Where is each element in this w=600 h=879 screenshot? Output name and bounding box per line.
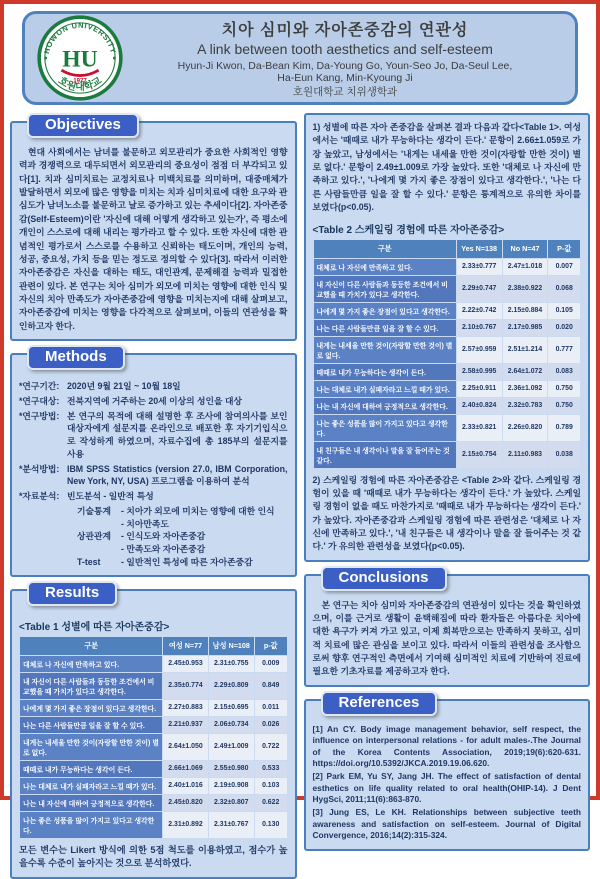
method-item	[19, 380, 288, 393]
table-header-row	[314, 240, 581, 258]
value-cell: 2.11±0.983	[503, 442, 548, 468]
value-cell: 2.22±0.742	[457, 303, 502, 319]
table-row	[20, 673, 287, 699]
value-cell: 0.777	[548, 337, 580, 363]
value-cell: 2.45±0.953	[163, 656, 207, 672]
value-cell: 2.31±0.767	[209, 812, 254, 838]
findings-paragraph-2: 2) 스케일링 경험에 따른 자아존중감은 <Table 2>와 같다. 스케일링 경험이 있을 때 '때때로 내가 무능하다는 생각이 든다.' 가 높았다. 스케일링 경험이 없을 때도 마찬가지로 '때때로 내가 무능하다는 생각이 든다.' 가 높았다. 자아존중감과 스케일링 경험에 따른 관련성은 '대체로 나 자신에 만족하고 있다.', '내 친구들은 내 생각이나 말을 잘 들어주는 것 같다.' 가 유의한 관련성을 보였다(p<0.05).	[312, 474, 581, 552]
method-item	[19, 490, 288, 503]
table-row	[20, 761, 287, 777]
value-cell: 0.622	[255, 795, 287, 811]
value-cell: 2.47±1.018	[503, 259, 548, 275]
method-sub-item	[77, 543, 288, 556]
value-cell: 2.26±0.820	[503, 415, 548, 441]
reference-item-1: [1] An CY. Body image management behavior, self respect, the influence on interpersonal relations - for adult males-.The Journal of the Korea Contents Association, 2019;19(6):620-631. https://doi.org/10.5392/JKCA.2019.19.06.620.	[312, 723, 581, 768]
value-cell: 0.533	[255, 761, 287, 777]
table-row	[314, 337, 581, 363]
table1-caption: <Table 1 성별에 따른 자아존중감>	[19, 621, 170, 633]
item-label-cell: 나는 좋은 성품을 많이 가지고 있다고 생각한다.	[314, 415, 456, 441]
item-label-cell: 내게는 내세울 만한 것이(자랑할 만한 것이) 별로 없다.	[314, 337, 456, 363]
method-label: *자료분석:	[19, 491, 60, 502]
poster-title-korean: 치아 심미와 자아존중감의 연관성	[221, 22, 469, 39]
method-sub-label: 상관관계	[77, 531, 111, 542]
item-label-cell: 나는 대체로 내가 실패자라고 느낄 때가 있다.	[314, 381, 456, 397]
value-cell: 0.105	[548, 303, 580, 319]
value-cell: 2.33±0.777	[457, 259, 502, 275]
poster-title-english: A link between tooth aesthetics and self-esteem	[197, 41, 493, 57]
value-cell: 2.29±0.747	[457, 276, 502, 302]
method-label: *연구방법:	[19, 410, 60, 421]
item-label-cell: 대체로 나 자신에 만족하고 있다.	[20, 656, 162, 672]
value-cell: 2.15±0.695	[209, 700, 254, 716]
table-row	[20, 778, 287, 794]
method-item	[19, 410, 288, 461]
university-seal-icon	[37, 15, 123, 101]
table2-caption: <Table 2 스케일링 경험에 따른 자아존중감>	[312, 224, 505, 236]
table-row	[314, 415, 581, 441]
value-cell: 2.35±0.774	[163, 673, 207, 699]
findings-paragraph-1: 1) 성별에 따른 자아 존중감을 살펴본 결과 다음과 같다<Table 1>. 여성에서는 '때때로 내가 무능하다는 생각이 든다.' 문항이 2.66±1.059로 가장 높았고, 남성에서는 '내게는 내세울 만한 것이(자랑할 만한 것이) 별로 없다.' 문항이 2.49±1.009로 가장 높았다. 또한 '대체로 나 자신에 만족하고 있다.', '나에게 몇 가지 좋은 장점이 있다고 생각한다.', '나는 다른 사람들만큼 일을 잘 할 수 있다.' 문항은 통계적으로 유의한 차이를 보였다(p<0.05).	[312, 122, 581, 213]
references-heading: References	[321, 691, 438, 716]
table-row	[20, 795, 287, 811]
item-label-cell: 나는 다른 사람들만큼 일을 잘 할 수 있다.	[314, 320, 456, 336]
item-label-cell: 때때로 내가 무능하다는 생각이 든다.	[314, 364, 456, 380]
objectives-body: 현대 사회에서는 남녀를 불문하고 외모관리가 중요한 사회적인 영향력과 경쟁력으로 대두되면서 외모관리의 중요성이 점점 더 부각되고 있다[1]. 치과 심미치료는 교정치료나 미백치료를 의미하며, 대중매체가 발달하면서 외모에 많은 영향을 미치는 치과 심미치료에 대한 요구와 관심도가 남녀노소를 불문하고 날로 증가하고 있는 추세이다[2]. 자아존중감(Self-Esteem)이란 '자신에 대해 어떻게 생각하고 있는가', 즉 평소에 개인이 스스로에 대해 내리는 평가라고 할 수 있다. 또한 자신에 대한 관념적인 평가로서 스스로를 수용하고 신뢰하는 태도이며, 개인의 능력, 성공, 중요성, 가치 등을 믿는 정도로 정의할 수 있다[3]. 따라서 이러한 자아존중감은 자신을 대하는 태도, 대인관계, 문제해결 능력과 밀접한 관련이 있다. 본 연구는 치아 심미가 외모에 미치는 영향에 대한 인식 및 자신의 치아 만족도가 자아존중감에 영향을 미치는지에 대해 살펴보고, 자아존중감에 미치는 영향을 다각적으로 살펴보며, 이들의 연관성을 확인하고자 한다.	[19, 147, 288, 331]
item-label-cell: 나는 다른 사람들만큼 일을 잘 할 수 있다.	[20, 717, 162, 733]
reference-item-2: [2] Park EM, Yu SY, Jang JH. The effect of satisfaction of dental esthetics on life quality related to oral health(OHIP-14). J Dent HygSci, 2011;11(6):863-870.	[312, 771, 581, 804]
value-cell: 0.011	[255, 700, 287, 716]
logo-top-arc-text: HOWON UNIVERSITY	[41, 20, 119, 55]
item-label-cell: 대체로 나 자신에 만족하고 있다.	[314, 259, 456, 275]
methods-section	[10, 348, 297, 577]
item-label-cell: 나는 좋은 성품을 많이 가지고 있다고 생각한다.	[20, 812, 162, 838]
method-sub-text: - 인식도와 자아존중감	[121, 531, 206, 542]
authors-line-1: Hyun-Ji Kwon, Da-Bean Kim, Da-Young Go, Youn-Seo Jo, Da-Seul Lee,	[177, 60, 513, 72]
method-sub-item	[77, 556, 288, 569]
value-cell: 2.38±0.922	[503, 276, 548, 302]
method-text: 2020년 9월 21일 ~ 10월 18일	[67, 381, 181, 392]
table1-gender-self-esteem	[19, 636, 288, 839]
table-row	[20, 717, 287, 733]
method-sub-text: - 치아만족도	[121, 518, 169, 529]
item-label-cell: 내 친구들은 내 생각이나 말을 잘 들어주는 것 같다.	[314, 442, 456, 468]
value-cell: 0.750	[548, 381, 580, 397]
table-row	[20, 700, 287, 716]
method-label: *분석방법:	[19, 463, 60, 474]
objectives-heading: Objectives	[27, 113, 139, 138]
column-header: 여성 N=77	[163, 637, 207, 655]
method-item	[19, 463, 288, 489]
item-label-cell: 나에게 몇 가지 좋은 장점이 있다고 생각한다.	[314, 303, 456, 319]
method-sub-text: - 일반적인 특성에 따른 자아존중감	[121, 556, 253, 567]
value-cell: 2.66±1.069	[163, 761, 207, 777]
reference-item-3: [3] Jung ES, Le KH. Relationships between subjective teeth awareness and satisfaction on self-esteem. Journal of Digital Convergence, 2016;14(2):315-324.	[312, 807, 581, 840]
method-sub-item	[77, 505, 288, 518]
value-cell: 2.57±0.959	[457, 337, 502, 363]
method-sub-item	[77, 530, 288, 543]
value-cell: 2.49±1.009	[209, 734, 254, 760]
value-cell: 0.849	[255, 673, 287, 699]
value-cell: 0.009	[255, 656, 287, 672]
method-text: 본 연구의 목적에 대해 설명한 후 조사에 참여의사를 보인 대상자에게 설문지를 온라인으로 배포한 후 자기기입식으로 작성하게 하였으며, 자료수집에 총 185부의 설문지를 사용	[67, 410, 288, 459]
value-cell: 2.64±1.072	[503, 364, 548, 380]
table-row	[314, 259, 581, 275]
value-cell: 2.32±0.807	[209, 795, 254, 811]
value-cell: 2.25±0.911	[457, 381, 502, 397]
value-cell: 2.06±0.734	[209, 717, 254, 733]
value-cell: 2.15±0.884	[503, 303, 548, 319]
logo-bottom-arc-text: 호원대학교	[55, 75, 105, 94]
method-sub-label: 기술통계	[77, 505, 111, 516]
value-cell: 0.083	[548, 364, 580, 380]
value-cell: 0.750	[548, 398, 580, 414]
authors-line-2: Ha-Eun Kang, Min-Kyoung Ji	[277, 72, 413, 84]
left-column	[10, 109, 297, 879]
method-sub-text: - 치아가 외모에 미치는 영향에 대한 인식	[121, 505, 275, 516]
column-header: Yes N=138	[457, 240, 502, 258]
value-cell: 2.10±0.767	[457, 320, 502, 336]
value-cell: 0.130	[255, 812, 287, 838]
table-row	[20, 734, 287, 760]
value-cell: 0.068	[548, 276, 580, 302]
table-row	[314, 276, 581, 302]
table2-scaling-self-esteem	[313, 239, 582, 469]
value-cell: 0.789	[548, 415, 580, 441]
value-cell: 0.020	[548, 320, 580, 336]
method-sub-label: T-test	[77, 556, 101, 567]
column-header: p-값	[255, 637, 287, 655]
column-header: P-값	[548, 240, 580, 258]
logo-monogram: HU	[62, 46, 98, 73]
value-cell: 2.15±0.754	[457, 442, 502, 468]
table-row	[314, 398, 581, 414]
value-cell: 2.17±0.985	[503, 320, 548, 336]
value-cell: 2.29±0.809	[209, 673, 254, 699]
value-cell: 0.722	[255, 734, 287, 760]
item-label-cell: 내 자신이 다른 사람들과 동등한 조건에서 비교했을 때 가치가 있다고 생각한다.	[20, 673, 162, 699]
item-label-cell: 나는 대체로 내가 실패자라고 느낄 때가 있다.	[20, 778, 162, 794]
header-titles	[125, 17, 565, 99]
value-cell: 2.31±0.755	[209, 656, 254, 672]
table-row	[314, 381, 581, 397]
value-cell: 2.36±1.092	[503, 381, 548, 397]
value-cell: 2.55±0.980	[209, 761, 254, 777]
method-sub-text: - 만족도와 자아존중감	[121, 544, 206, 555]
method-item	[19, 395, 288, 408]
value-cell: 2.21±0.937	[163, 717, 207, 733]
item-label-cell: 내게는 내세울 만한 것이(자랑할 만한 것이) 별로 없다.	[20, 734, 162, 760]
method-sub-label	[77, 518, 121, 531]
value-cell: 0.007	[548, 259, 580, 275]
table-row	[314, 364, 581, 380]
references-section	[304, 693, 591, 851]
item-label-cell: 나에게 몇 가지 좋은 장점이 있다고 생각한다.	[20, 700, 162, 716]
conclusions-section	[304, 568, 591, 687]
method-label: *연구기간:	[19, 381, 60, 392]
results-section	[10, 583, 297, 879]
value-cell: 2.27±0.883	[163, 700, 207, 716]
value-cell: 2.45±0.820	[163, 795, 207, 811]
table-row	[314, 320, 581, 336]
objectives-section	[10, 116, 297, 341]
value-cell: 2.58±0.995	[457, 364, 502, 380]
item-label-cell: 내 자신이 다른 사람들과 동등한 조건에서 비교했을 때 가치가 있다고 생각한다.	[314, 276, 456, 302]
method-text: 빈도분석 - 일반적 특성	[67, 491, 154, 502]
value-cell: 0.026	[255, 717, 287, 733]
method-sub-item	[77, 518, 288, 531]
item-label-cell: 나는 내 자신에 대하여 긍정적으로 생각한다.	[314, 398, 456, 414]
value-cell: 2.33±0.821	[457, 415, 502, 441]
header-panel	[22, 11, 578, 105]
table-row	[20, 656, 287, 672]
method-text: IBM SPSS Statistics (version 27.0, IBM Corporation, New York, NY, USA) 프로그램을 이용하여 분석	[67, 463, 288, 487]
value-cell: 2.51±1.214	[503, 337, 548, 363]
findings-section	[304, 113, 591, 562]
value-cell: 2.32±0.783	[503, 398, 548, 414]
item-label-cell: 나는 내 자신에 대하여 긍정적으로 생각한다.	[20, 795, 162, 811]
value-cell: 0.038	[548, 442, 580, 468]
likert-note: 모든 변수는 Likert 방식에 의한 5점 척도를 이용하였고, 점수가 높을수록 수준이 높아지는 것으로 분석하였다.	[19, 844, 288, 869]
value-cell: 0.103	[255, 778, 287, 794]
method-sub-label	[77, 543, 121, 556]
value-cell: 2.31±0.892	[163, 812, 207, 838]
column-header: 남성 N=108	[209, 637, 254, 655]
table-row	[20, 812, 287, 838]
conclusions-body: 본 연구는 치아 심미와 자아존중감의 연관성이 있다는 것을 확인하였으며, 이를 근거로 생활이 윤택해짐에 따라 환자들은 아름다운 치아에 대한 욕구가 커져 가고 있고, 이제 회복만으로는 만족하지 못하고, 심미적 치료에 많은 관심을 보이고 있다. 따라서 이들의 관련성을 조사함으로써 향후 연구적인 측면에서 기여해 심미적인 치료에 기반하여 진료에 필요한 기초자료를 제공하고자 한다.	[312, 599, 581, 677]
item-label-cell: 때때로 내가 무능하다는 생각이 든다.	[20, 761, 162, 777]
right-column	[304, 109, 591, 879]
table-header-row	[20, 637, 287, 655]
table-row	[314, 442, 581, 468]
table-row	[314, 303, 581, 319]
university-logo	[35, 15, 125, 101]
value-cell: 2.19±0.908	[209, 778, 254, 794]
methods-heading: Methods	[27, 345, 125, 370]
conclusions-heading: Conclusions	[321, 566, 447, 591]
logo-year: 1977	[73, 77, 87, 85]
value-cell: 2.64±1.050	[163, 734, 207, 760]
method-label: *연구대상:	[19, 395, 60, 406]
column-header: 구분	[314, 240, 456, 258]
poster-root	[4, 4, 596, 869]
method-text: 전북지역에 거주하는 20세 이상의 성인을 대상	[67, 395, 242, 406]
value-cell: 2.40±1.016	[163, 778, 207, 794]
content-columns	[10, 109, 590, 879]
value-cell: 2.40±0.824	[457, 398, 502, 414]
column-header: 구분	[20, 637, 162, 655]
results-heading: Results	[27, 581, 117, 606]
column-header: No N=47	[503, 240, 548, 258]
affiliation: 호원대학교 치위생학과	[292, 86, 398, 98]
